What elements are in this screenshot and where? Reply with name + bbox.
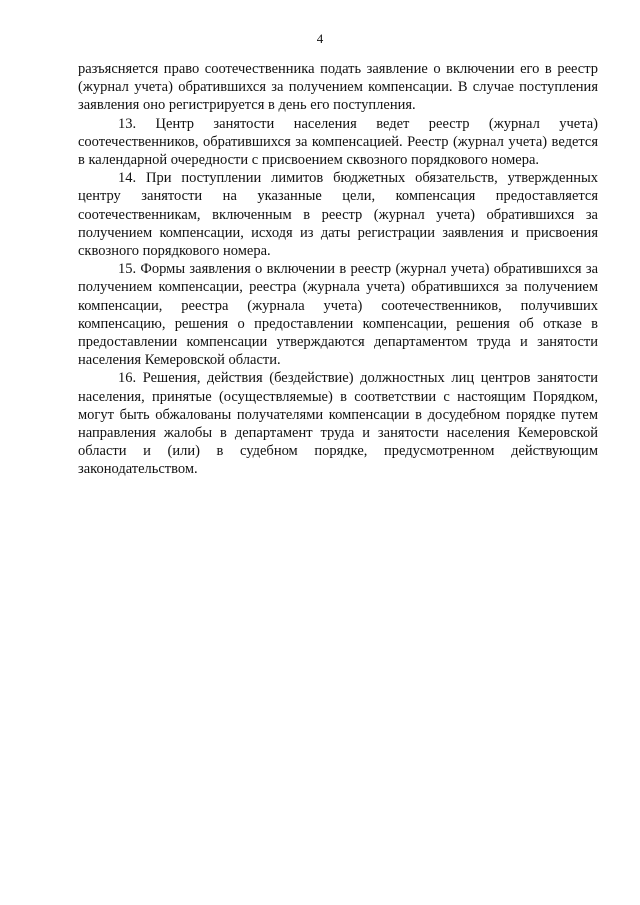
paragraph-14: 14. При поступлении лимитов бюджетных обязательств, утвержденных центру занятости на указанные цели, компенсация предоставляется соотечественникам, включенным в реестр (журнал учета) обратившихся за получением компенсации, исходя из даты регистрации заявления и присвоения сквозного порядкового номера. (78, 170, 598, 260)
paragraph-15: 15. Формы заявления о включении в реестр (журнал учета) обратившихся за получением компенсации, реестра (журнала учета) обратившихся за получением компенсации, реестра (журнала учета) соотечественников, получивших компенсацию, решения о предоставлении компенсации, решения об отказе в предоставлении компенсации утверждаются департаментом труда и занятости населения Кемеровской области. (78, 261, 598, 369)
document-body (78, 60, 598, 479)
paragraph-continuation: разъясняется право соотечественника подать заявление о включении его в реестр (журнал учета) обратившихся за получением компенсации. В случае поступления заявления оно регистрируется в день его поступления. (78, 61, 598, 114)
page-number: 4 (316, 31, 324, 46)
paragraph-16: 16. Решения, действия (бездействие) должностных лиц центров занятости населения, принятые (осуществляемые) в соответствии с настоящим Порядком, могут быть обжалованы получателями компенсации в досудебном порядке путем направления жалобы в департамент труда и занятости населения Кемеровской области и (или) в судебном порядке, предусмотренном действующим законодательством. (78, 370, 598, 478)
paragraph-13: 13. Центр занятости населения ведет реестр (журнал учета) соотечественников, обратившихся за компенсацией. Реестр (журнал учета) ведется в календарной очередности с присвоением сквозного порядкового номера. (78, 115, 598, 169)
